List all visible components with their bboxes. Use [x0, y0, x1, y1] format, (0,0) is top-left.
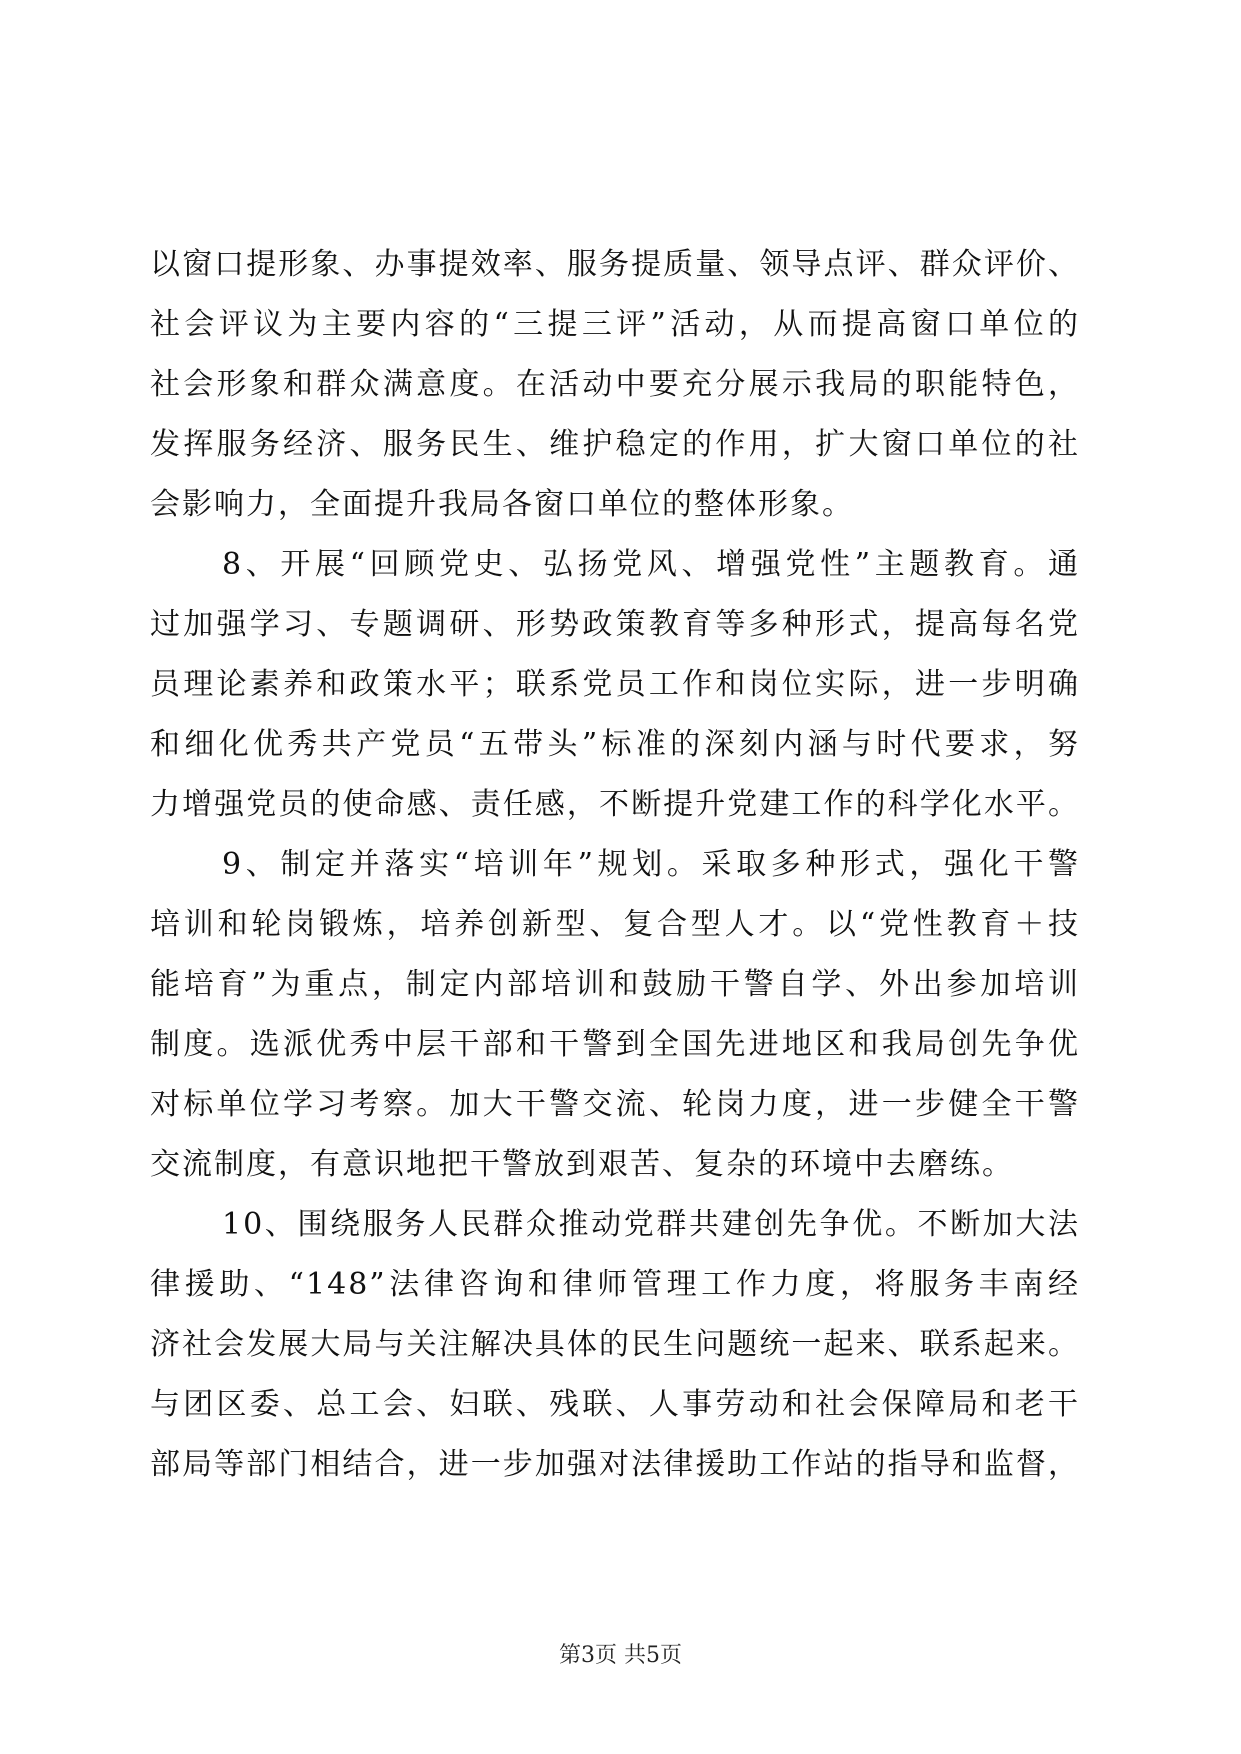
text-line: 对标单位学习考察。加大干警交流、轮岗力度，进一步健全干警 — [150, 1087, 1080, 1122]
document-body — [150, 235, 1080, 1495]
text-line: 能培育”为重点，制定内部培训和鼓励干警自学、外出参加培训 — [150, 967, 1080, 1002]
paragraph-start-line: 10、围绕服务人民群众推动党群共建创先争优。不断加大法 — [222, 1207, 1080, 1242]
paragraph-start-line: 8、开展“回顾党史、弘扬党风、增强党性”主题教育。通 — [222, 547, 1080, 582]
text-line: 交流制度，有意识地把干警放到艰苦、复杂的环境中去磨练。 — [150, 1147, 1014, 1182]
paragraph-start-line: 9、制定并落实“培训年”规划。采取多种形式，强化干警 — [222, 847, 1080, 882]
text-line: 制度。选派优秀中层干部和干警到全国先进地区和我局创先争优 — [150, 1027, 1080, 1062]
text-line: 与团区委、总工会、妇联、残联、人事劳动和社会保障局和老干 — [150, 1387, 1080, 1422]
text-line: 社会评议为主要内容的“三提三评”活动，从而提高窗口单位的 — [150, 307, 1080, 342]
text-line: 社会形象和群众满意度。在活动中要充分展示我局的职能特色， — [150, 367, 1080, 402]
text-line: 和细化优秀共产党员“五带头”标准的深刻内涵与时代要求，努 — [150, 727, 1080, 762]
text-line: 力增强党员的使命感、责任感，不断提升党建工作的科学化水平。 — [150, 787, 1080, 822]
text-line: 过加强学习、专题调研、形势政策教育等多种形式，提高每名党 — [150, 607, 1080, 642]
text-line: 以窗口提形象、办事提效率、服务提质量、领导点评、群众评价、 — [150, 247, 1080, 282]
text-line: 部局等部门相结合，进一步加强对法律援助工作站的指导和监督， — [150, 1447, 1080, 1482]
text-line: 济社会发展大局与关注解决具体的民生问题统一起来、联系起来。 — [150, 1327, 1080, 1362]
text-line: 培训和轮岗锻炼，培养创新型、复合型人才。以“党性教育＋技 — [150, 907, 1080, 942]
text-line: 律援助、“148”法律咨询和律师管理工作力度，将服务丰南经 — [150, 1267, 1080, 1302]
text-line: 会影响力，全面提升我局各窗口单位的整体形象。 — [150, 487, 854, 522]
text-line: 员理论素养和政策水平；联系党员工作和岗位实际，进一步明确 — [150, 667, 1080, 702]
text-line: 发挥服务经济、服务民生、维护稳定的作用，扩大窗口单位的社 — [150, 427, 1080, 462]
page-number-footer: 第3页 共5页 — [559, 1643, 682, 1668]
